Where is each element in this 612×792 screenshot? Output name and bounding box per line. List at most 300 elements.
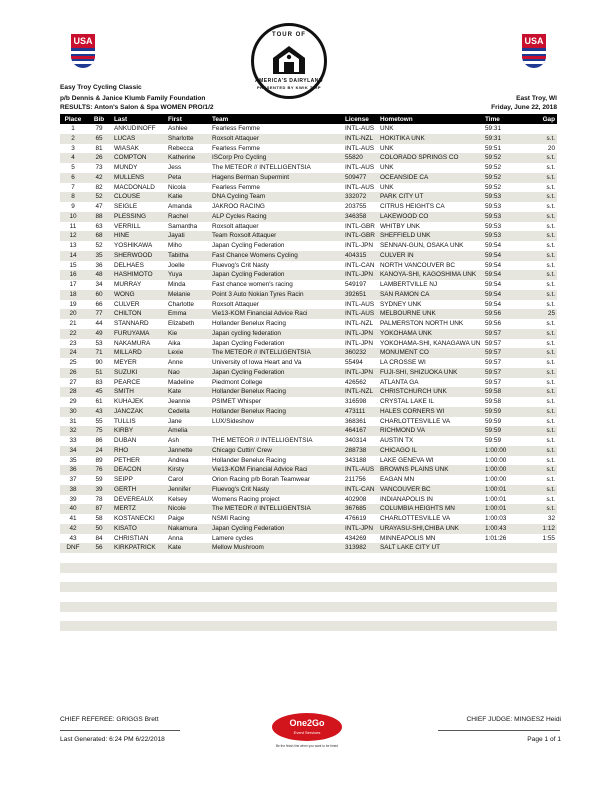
cell-gap: [524, 602, 557, 612]
cell-last: VERRILL: [114, 222, 141, 230]
cell-place: [60, 592, 86, 602]
cell-first: Jess: [168, 164, 182, 171]
cell-place: 26: [60, 368, 86, 378]
cell-hometown: YOKOHAMA-SHI, KANAGAWA UN: [380, 339, 481, 347]
table-row: [60, 543, 557, 553]
cell-bib: 26: [86, 153, 112, 163]
cell-bib: 66: [95, 300, 103, 308]
page-number: Page 1 of 1: [527, 736, 561, 743]
cell-place: 6: [60, 173, 86, 183]
column-header-bib: Bib: [86, 114, 112, 124]
cell-gap: s.t.: [524, 348, 557, 358]
cell-last: [112, 631, 166, 641]
cell-first: Jane: [168, 417, 182, 425]
cell-team: University of Iowa Heart and Va: [212, 359, 302, 366]
one2go-logo-name: One2Go: [289, 718, 325, 728]
cell-last: MUNDY: [114, 164, 138, 171]
results-body: [60, 124, 557, 641]
cell-place: [60, 621, 86, 631]
cell-team: Fearless Femme: [212, 183, 260, 191]
cell-last: COMPTON: [112, 153, 166, 163]
cell-place: [60, 582, 86, 592]
cell-time: 1:00:01: [483, 485, 524, 495]
cell-time: 1:00:00: [483, 465, 524, 475]
cell-first: [166, 592, 210, 602]
cell-hometown: RICHMOND VA: [378, 426, 483, 436]
cell-last: LUCAS: [112, 134, 166, 144]
cell-gap: s.t.: [524, 407, 557, 417]
cell-place: 2: [60, 134, 86, 144]
cell-gap: s.t.: [546, 183, 555, 191]
cell-place: [60, 573, 86, 583]
cell-first: Emma: [166, 309, 210, 319]
cell-hometown: AUSTIN TX: [380, 437, 414, 444]
cell-bib: [86, 573, 112, 583]
column-header-last: Last: [112, 114, 166, 124]
cell-gap: 1:12: [524, 524, 557, 534]
cell-license: INTL-JPN: [345, 339, 374, 347]
cell-hometown: UNK: [380, 183, 394, 191]
cell-bib: [86, 553, 112, 563]
results-line: RESULTS: Anton's Salon & Spa WOMEN PRO/1/2: [60, 104, 214, 111]
cell-gap: s.t.: [546, 456, 555, 464]
table-row: [60, 202, 557, 212]
cell-hometown: [378, 621, 483, 631]
cell-hometown: ATLANTA GA: [380, 378, 419, 386]
cell-team: Womens Racing project: [212, 495, 280, 503]
cell-hometown: [378, 631, 483, 641]
table-header-row: [60, 114, 557, 124]
cell-license: INTL-AUS: [343, 465, 378, 475]
cell-last: [112, 553, 166, 563]
cell-time: [483, 631, 524, 641]
cell-license: INTL-JPN: [343, 524, 378, 534]
cell-gap: s.t.: [524, 426, 557, 436]
cell-license: INTL-AUS: [343, 309, 378, 319]
cell-hometown: FUJI-SHI, SHIZUOKA UNK: [378, 368, 483, 378]
table-row: [60, 387, 557, 397]
cell-gap: [524, 592, 557, 602]
cell-license: 464167: [343, 426, 378, 436]
cell-last: SEIPP: [114, 476, 133, 483]
cell-time: 59:56: [485, 320, 501, 327]
cell-bib: 83: [95, 378, 103, 386]
cell-time: 59:54: [485, 300, 501, 308]
cell-license: INTL-JPN: [343, 329, 378, 339]
cell-team: ALP Cycles Racing: [210, 212, 343, 222]
cell-hometown: PARK CITY UT: [378, 192, 483, 202]
cell-license: 313982: [343, 543, 378, 553]
barn-icon: [271, 44, 307, 76]
cell-gap: s.t.: [524, 212, 557, 222]
cell-gap: 32: [547, 515, 555, 522]
cell-hometown: LAKEWOOD CO: [378, 212, 483, 222]
cell-team: NSMI Racing: [212, 515, 250, 522]
table-row: [60, 251, 557, 261]
cell-bib: 34: [95, 281, 103, 288]
chief-judge: CHIEF JUDGE: MINGESZ Heidi: [466, 716, 561, 723]
cell-hometown: BROWNS PLAINS UNK: [378, 465, 483, 475]
cell-hometown: [378, 563, 483, 573]
table-row: [60, 582, 557, 592]
cell-gap: s.t.: [546, 437, 555, 444]
table-row: [60, 124, 557, 134]
cell-license: INTL-NZL: [343, 134, 378, 144]
table-row: [60, 612, 557, 622]
cell-first: [166, 631, 210, 641]
cell-license: 288738: [343, 446, 378, 456]
cell-time: 59:59: [485, 417, 501, 425]
table-row: [60, 163, 557, 173]
cell-hometown: OCEANSIDE CA: [378, 173, 483, 183]
cell-first: Peta: [166, 173, 210, 183]
cell-license: INTL-AUS: [345, 183, 375, 191]
table-row: [60, 504, 557, 514]
cell-hometown: [378, 592, 483, 602]
table-row: [60, 368, 557, 378]
cell-place: 22: [60, 329, 86, 339]
cell-hometown: SHEFFIELD UNK: [378, 231, 483, 241]
cell-hometown: NORTH VANCOUVER BC: [380, 261, 456, 269]
cell-last: MEYER: [114, 359, 137, 366]
cell-time: 59:52: [483, 153, 524, 163]
cell-license: 55494: [345, 359, 363, 366]
cell-team: Fast chance women's racing: [212, 281, 293, 288]
cell-last: KOSTANECKI: [114, 515, 155, 522]
table-row: [60, 222, 557, 232]
cell-bib: 59: [95, 476, 103, 483]
cell-hometown: UNK: [380, 144, 394, 152]
cell-last: MACDONALD: [114, 183, 155, 191]
cell-first: Rebecca: [168, 144, 194, 152]
cell-time: 59:51: [485, 144, 501, 152]
column-header-team: Team: [210, 114, 343, 124]
cell-time: [483, 543, 524, 553]
cell-license: [343, 582, 378, 592]
cell-last: MILLARD: [112, 348, 166, 358]
last-generated: Last Generated: 6:24 PM 6/22/2018: [60, 736, 165, 743]
cell-hometown: CULVER IN: [378, 251, 483, 261]
cell-bib: 51: [86, 368, 112, 378]
cell-last: WIASAK: [114, 144, 139, 152]
cell-time: 59:57: [485, 339, 501, 347]
table-row: [60, 456, 557, 466]
cell-hometown: SAN RAMON CA: [378, 290, 483, 300]
cell-gap: s.t.: [546, 203, 555, 210]
cell-hometown: CHICAGO IL: [378, 446, 483, 456]
cell-last: STANNARD: [114, 320, 149, 327]
cell-bib: 35: [86, 251, 112, 261]
table-row: [60, 231, 557, 241]
cell-place: 3: [71, 144, 75, 152]
cell-license: INTL-AUS: [345, 125, 375, 132]
cell-license: [343, 631, 378, 641]
cell-time: 1:01:26: [485, 534, 507, 542]
cell-license: 434269: [345, 534, 367, 542]
table-row: [60, 378, 557, 388]
cell-last: CHRISTIAN: [114, 534, 149, 542]
cell-time: 59:53: [485, 222, 501, 230]
cell-time: 59:58: [485, 398, 501, 405]
cell-place: [60, 563, 86, 573]
cell-time: 59:59: [483, 407, 524, 417]
cell-bib: 39: [86, 485, 112, 495]
cell-first: Rachel: [166, 212, 210, 222]
cell-team: Japan Cycling Federation: [210, 270, 343, 280]
cell-gap: s.t.: [524, 270, 557, 280]
cell-hometown: VANCOUVER BC: [378, 485, 483, 495]
cell-first: Kie: [166, 329, 210, 339]
cell-hometown: SALT LAKE CITY UT: [378, 543, 483, 553]
table-row: [60, 358, 557, 368]
cell-gap: s.t.: [524, 387, 557, 397]
cell-place: 4: [60, 153, 86, 163]
cell-first: Nicole: [166, 504, 210, 514]
cell-bib: 86: [95, 437, 103, 444]
cell-time: 59:56: [483, 309, 524, 319]
cell-team: [210, 631, 343, 641]
cell-team: Chicago Cuttin' Crew: [210, 446, 343, 456]
cell-team: Roxsolt Attaquer: [212, 300, 259, 308]
cell-time: [483, 573, 524, 583]
cell-time: 1:00:01: [483, 504, 524, 514]
cell-hometown: SENNAN-GUN, OSAKA UNK: [380, 242, 464, 249]
cell-license: INTL-GBR: [345, 222, 375, 230]
cell-bib: 82: [95, 183, 103, 191]
cell-hometown: CHARLOTTESVILLE VA: [380, 417, 451, 425]
cell-license: 367685: [343, 504, 378, 514]
cell-bib: 55: [95, 417, 103, 425]
cell-first: Aika: [168, 339, 181, 347]
cell-hometown: UNK: [380, 164, 394, 171]
cell-hometown: [378, 553, 483, 563]
cell-license: 404315: [343, 251, 378, 261]
cell-bib: 61: [95, 398, 103, 405]
cell-last: DEVEREAUX: [114, 495, 154, 503]
cell-first: [166, 573, 210, 583]
cell-license: INTL-GBR: [343, 231, 378, 241]
cell-last: KIRKPATRICK: [112, 543, 166, 553]
table-row: [60, 475, 557, 485]
cell-gap: [524, 612, 557, 622]
cell-bib: 88: [86, 212, 112, 222]
logo-top-text: TOUR OF: [272, 32, 306, 38]
cell-place: 19: [69, 300, 77, 308]
cell-first: Cedella: [166, 407, 210, 417]
cell-license: INTL-JPN: [345, 242, 374, 249]
cell-gap: s.t.: [546, 417, 555, 425]
table-row: [60, 348, 557, 358]
cell-time: 59:31: [485, 125, 501, 132]
cell-first: Ash: [168, 437, 180, 444]
cell-place: 37: [69, 476, 77, 483]
cell-time: 59:54: [483, 251, 524, 261]
cell-time: 1:00:03: [485, 515, 507, 522]
cell-last: KISATO: [112, 524, 166, 534]
cell-hometown: YOKOHAMA UNK: [378, 329, 483, 339]
cell-gap: [524, 124, 557, 134]
cell-hometown: MINNEAPOLIS MN: [380, 534, 436, 542]
cell-time: 1:00:00: [483, 446, 524, 456]
cell-team: [210, 582, 343, 592]
cell-bib: 45: [86, 387, 112, 397]
cell-bib: 24: [86, 446, 112, 456]
one2go-tagline: Be the finish line when you want to be timed: [275, 744, 339, 748]
cell-license: INTL-NZL: [343, 387, 378, 397]
table-row: [60, 495, 557, 505]
cell-team: Hollander Benelux Racing: [210, 407, 343, 417]
cell-time: 59:59: [483, 426, 524, 436]
table-row: [60, 280, 557, 290]
cell-last: PLESSING: [112, 212, 166, 222]
cell-last: CULVER: [114, 300, 140, 308]
cell-first: Andrea: [168, 456, 189, 464]
cell-first: Nakamura: [166, 524, 210, 534]
cell-place: 42: [60, 524, 86, 534]
cell-team: [210, 553, 343, 563]
cell-first: Ashlee: [168, 125, 188, 132]
cell-team: Fluevog's Crit Nasty: [210, 485, 343, 495]
cell-license: 549197: [345, 281, 367, 288]
cell-license: 332072: [343, 192, 378, 202]
cell-hometown: UNK: [380, 125, 394, 132]
cell-gap: s.t.: [524, 368, 557, 378]
cell-first: [166, 582, 210, 592]
cell-time: [483, 612, 524, 622]
cell-bib: 73: [95, 164, 103, 171]
table-row: [60, 270, 557, 280]
cell-first: Samantha: [168, 222, 198, 230]
cell-license: 426562: [345, 378, 367, 386]
cell-first: Joelle: [168, 261, 185, 269]
cell-place: 38: [60, 485, 86, 495]
cell-first: [166, 602, 210, 612]
cell-team: LUX/Sideshow: [212, 417, 254, 425]
cell-license: [343, 592, 378, 602]
cell-last: [112, 612, 166, 622]
cell-gap: [524, 543, 557, 553]
cell-last: SMITH: [112, 387, 166, 397]
cell-last: NAKAMURA: [114, 339, 151, 347]
cell-gap: s.t.: [546, 378, 555, 386]
cell-gap: s.t.: [546, 281, 555, 288]
cell-place: 17: [69, 281, 77, 288]
cell-first: Madeline: [168, 378, 194, 386]
cell-last: ANKUDINOFF: [114, 125, 156, 132]
cell-first: Charlotte: [168, 300, 194, 308]
table-row: [60, 153, 557, 163]
cell-license: INTL-CAN: [345, 261, 375, 269]
cell-place: 9: [71, 203, 75, 210]
table-row: [60, 465, 557, 475]
cell-time: 1:00:00: [485, 476, 507, 483]
cell-team: JAKROO RACING: [212, 203, 265, 210]
cell-first: Katherine: [166, 153, 210, 163]
cell-time: [483, 602, 524, 612]
cell-first: Jennifer: [166, 485, 210, 495]
cell-first: Kate: [166, 387, 210, 397]
table-row: [60, 485, 557, 495]
cell-first: Paige: [168, 515, 185, 522]
cell-place: 1: [71, 125, 75, 132]
cell-gap: s.t.: [524, 173, 557, 183]
cell-place: 34: [60, 446, 86, 456]
cell-hometown: CHRISTCHURCH UNK: [378, 387, 483, 397]
cell-place: 8: [60, 192, 86, 202]
usa-logo-text: USA: [71, 34, 95, 48]
cell-gap: [524, 582, 557, 592]
cell-time: 59:57: [483, 348, 524, 358]
table-row: [60, 602, 557, 612]
table-row: [60, 319, 557, 329]
sponsor-line: p/b Dennis & Janice Klumb Family Foundation: [60, 95, 206, 102]
cell-last: DEACON: [112, 465, 166, 475]
table-row: [60, 183, 557, 193]
cell-time: 59:53: [485, 203, 501, 210]
cell-bib: [86, 563, 112, 573]
cell-bib: 50: [86, 524, 112, 534]
cell-team: Roxsolt Attaquer: [210, 134, 343, 144]
cell-last: MERTZ: [112, 504, 166, 514]
column-header-first: First: [166, 114, 210, 124]
cell-team: Japan Cycling Federation: [210, 368, 343, 378]
cell-place: 7: [71, 183, 75, 191]
cell-time: 59:53: [483, 212, 524, 222]
cell-first: Jayati: [166, 231, 210, 241]
cell-team: Point 3 Auto Nokian Tyres Racin: [210, 290, 343, 300]
cell-bib: 63: [95, 222, 103, 230]
cell-team: Lamere cycles: [212, 534, 254, 542]
cell-first: Elizabeth: [168, 320, 195, 327]
cell-bib: 49: [86, 329, 112, 339]
cell-license: INTL-CAN: [343, 485, 378, 495]
cell-last: [112, 621, 166, 631]
cell-license: 473111: [343, 407, 378, 417]
cell-last: [112, 563, 166, 573]
table-row: [60, 592, 557, 602]
cell-team: [210, 612, 343, 622]
cell-bib: 75: [86, 426, 112, 436]
cell-hometown: [378, 582, 483, 592]
cell-team: Mellow Mushroom: [210, 543, 343, 553]
table-row: [60, 514, 557, 524]
results-table: [60, 114, 557, 641]
cell-last: KIRBY: [112, 426, 166, 436]
cell-gap: s.t.: [524, 329, 557, 339]
cell-first: Anne: [168, 359, 183, 366]
cell-place: 43: [69, 534, 77, 542]
tour-of-americas-dairyland-logo: [251, 23, 327, 99]
cell-team: The METEOR // INTELLIGENTSIA: [210, 504, 343, 514]
cell-gap: s.t.: [546, 339, 555, 347]
cell-time: 1:00:43: [483, 524, 524, 534]
shield-icon: [522, 48, 546, 68]
table-row: [60, 339, 557, 349]
cell-hometown: WHITBY UNK: [380, 222, 421, 230]
cell-team: [210, 602, 343, 612]
table-row: [60, 553, 557, 563]
cell-hometown: EAGAN MN: [380, 476, 415, 483]
cell-last: DUBAN: [114, 437, 137, 444]
usa-logo-text: USA: [522, 34, 546, 48]
cell-place: 36: [60, 465, 86, 475]
cell-bib: 47: [95, 203, 103, 210]
cell-first: Jeannie: [168, 398, 191, 405]
cell-hometown: PALMERSTON NORTH UNK: [380, 320, 464, 327]
table-row: [60, 534, 557, 544]
cell-first: [166, 553, 210, 563]
table-row: [60, 524, 557, 534]
